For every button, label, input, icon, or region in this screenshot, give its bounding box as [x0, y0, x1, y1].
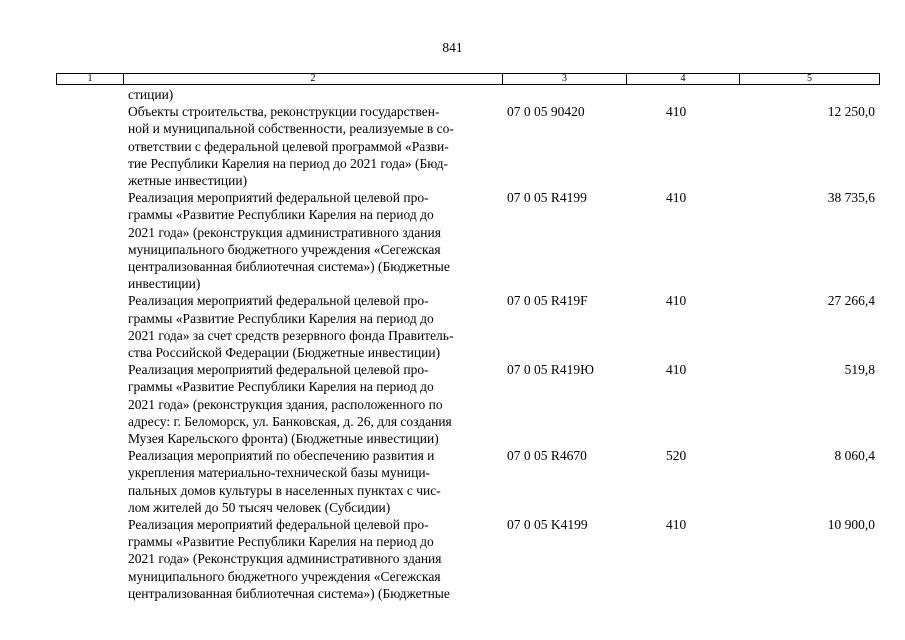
row-sum: 27 266,4 [827, 293, 875, 309]
row-name: Реализация мероприятий федеральной целевой про- граммы «Развитие Республики Карелия на период до 2021 года» (Реконструкция административного здания муниципального бюджетного учреждения «Сегежская централизованная библиотечная система») (Бюджетные [128, 517, 450, 601]
row-name: Объекты строительства, реконструкции государствен- ной и муниципальной собственности, реализуемые в со- ответствии с федеральной целевой программой «Разви- тие Республики Карелия на период до 2021 года» (Бюд- жетные инвестиции) [128, 104, 454, 189]
row-type: 410 [666, 104, 687, 120]
row-code: 07 0 05 K4199 [507, 517, 588, 533]
table-body [0, 86, 905, 602]
row-name: стиции) [128, 87, 174, 102]
row-name: Реализация мероприятий по обеспечению развития и укрепления материально-технической базы муници- пальных домов культуры в населенных пунктах с чис- лом жителей до 50 тысяч человек (Субсидии) [128, 448, 441, 515]
header-col-3: 3 [503, 74, 627, 84]
row-code: 07 0 05 90420 [507, 104, 585, 120]
header-col-2: 2 [124, 74, 503, 84]
row-type: 410 [666, 362, 687, 378]
table-row [0, 189, 905, 292]
row-code: 07 0 05 R419F [507, 293, 588, 309]
row-name: Реализация мероприятий федеральной целевой про- граммы «Развитие Республики Карелия на период до 2021 года» за счет средств резервного фонда Правитель- ства Российской Федерации (Бюджетные инвестиции) [128, 293, 454, 361]
table-row [0, 86, 905, 103]
table-row [0, 447, 905, 516]
table-row [0, 292, 905, 361]
row-code: 07 0 05 R419Ю [507, 362, 595, 378]
row-sum: 12 250,0 [827, 104, 875, 120]
row-sum: 8 060,4 [834, 448, 875, 464]
row-name: Реализация мероприятий федеральной целевой про- граммы «Развитие Республики Карелия на период до 2021 года» (реконструкция административного здания муниципального бюджетного учреждения «Сегежская централизованная библиотечная система») (Бюджетные инвестиции) [128, 190, 450, 292]
row-type: 410 [666, 190, 687, 206]
row-sum: 519,8 [844, 362, 875, 378]
row-sum: 38 735,6 [827, 190, 875, 206]
table-row [0, 103, 905, 189]
row-type: 520 [666, 448, 687, 464]
row-name: Реализация мероприятий федеральной целевой про- граммы «Развитие Республики Карелия на период до 2021 года» (реконструкция здания, расположенного по адресу: г. Беломорск, ул. Банковская, д. 26, для создания Музея Карельского фронта) (Бюджетные инвестиции) [128, 362, 452, 447]
header-col-4: 4 [627, 74, 740, 84]
header-col-5: 5 [807, 73, 812, 84]
header-col-1: 1 [57, 74, 124, 84]
row-code: 07 0 05 R4199 [507, 190, 587, 206]
page-number: 841 [442, 40, 463, 55]
row-type: 410 [666, 517, 687, 533]
row-sum: 10 900,0 [827, 517, 875, 533]
row-type: 410 [666, 293, 687, 309]
table-row [0, 361, 905, 447]
row-code: 07 0 05 R4670 [507, 448, 587, 464]
table-header [56, 73, 880, 85]
table-row [0, 516, 905, 602]
